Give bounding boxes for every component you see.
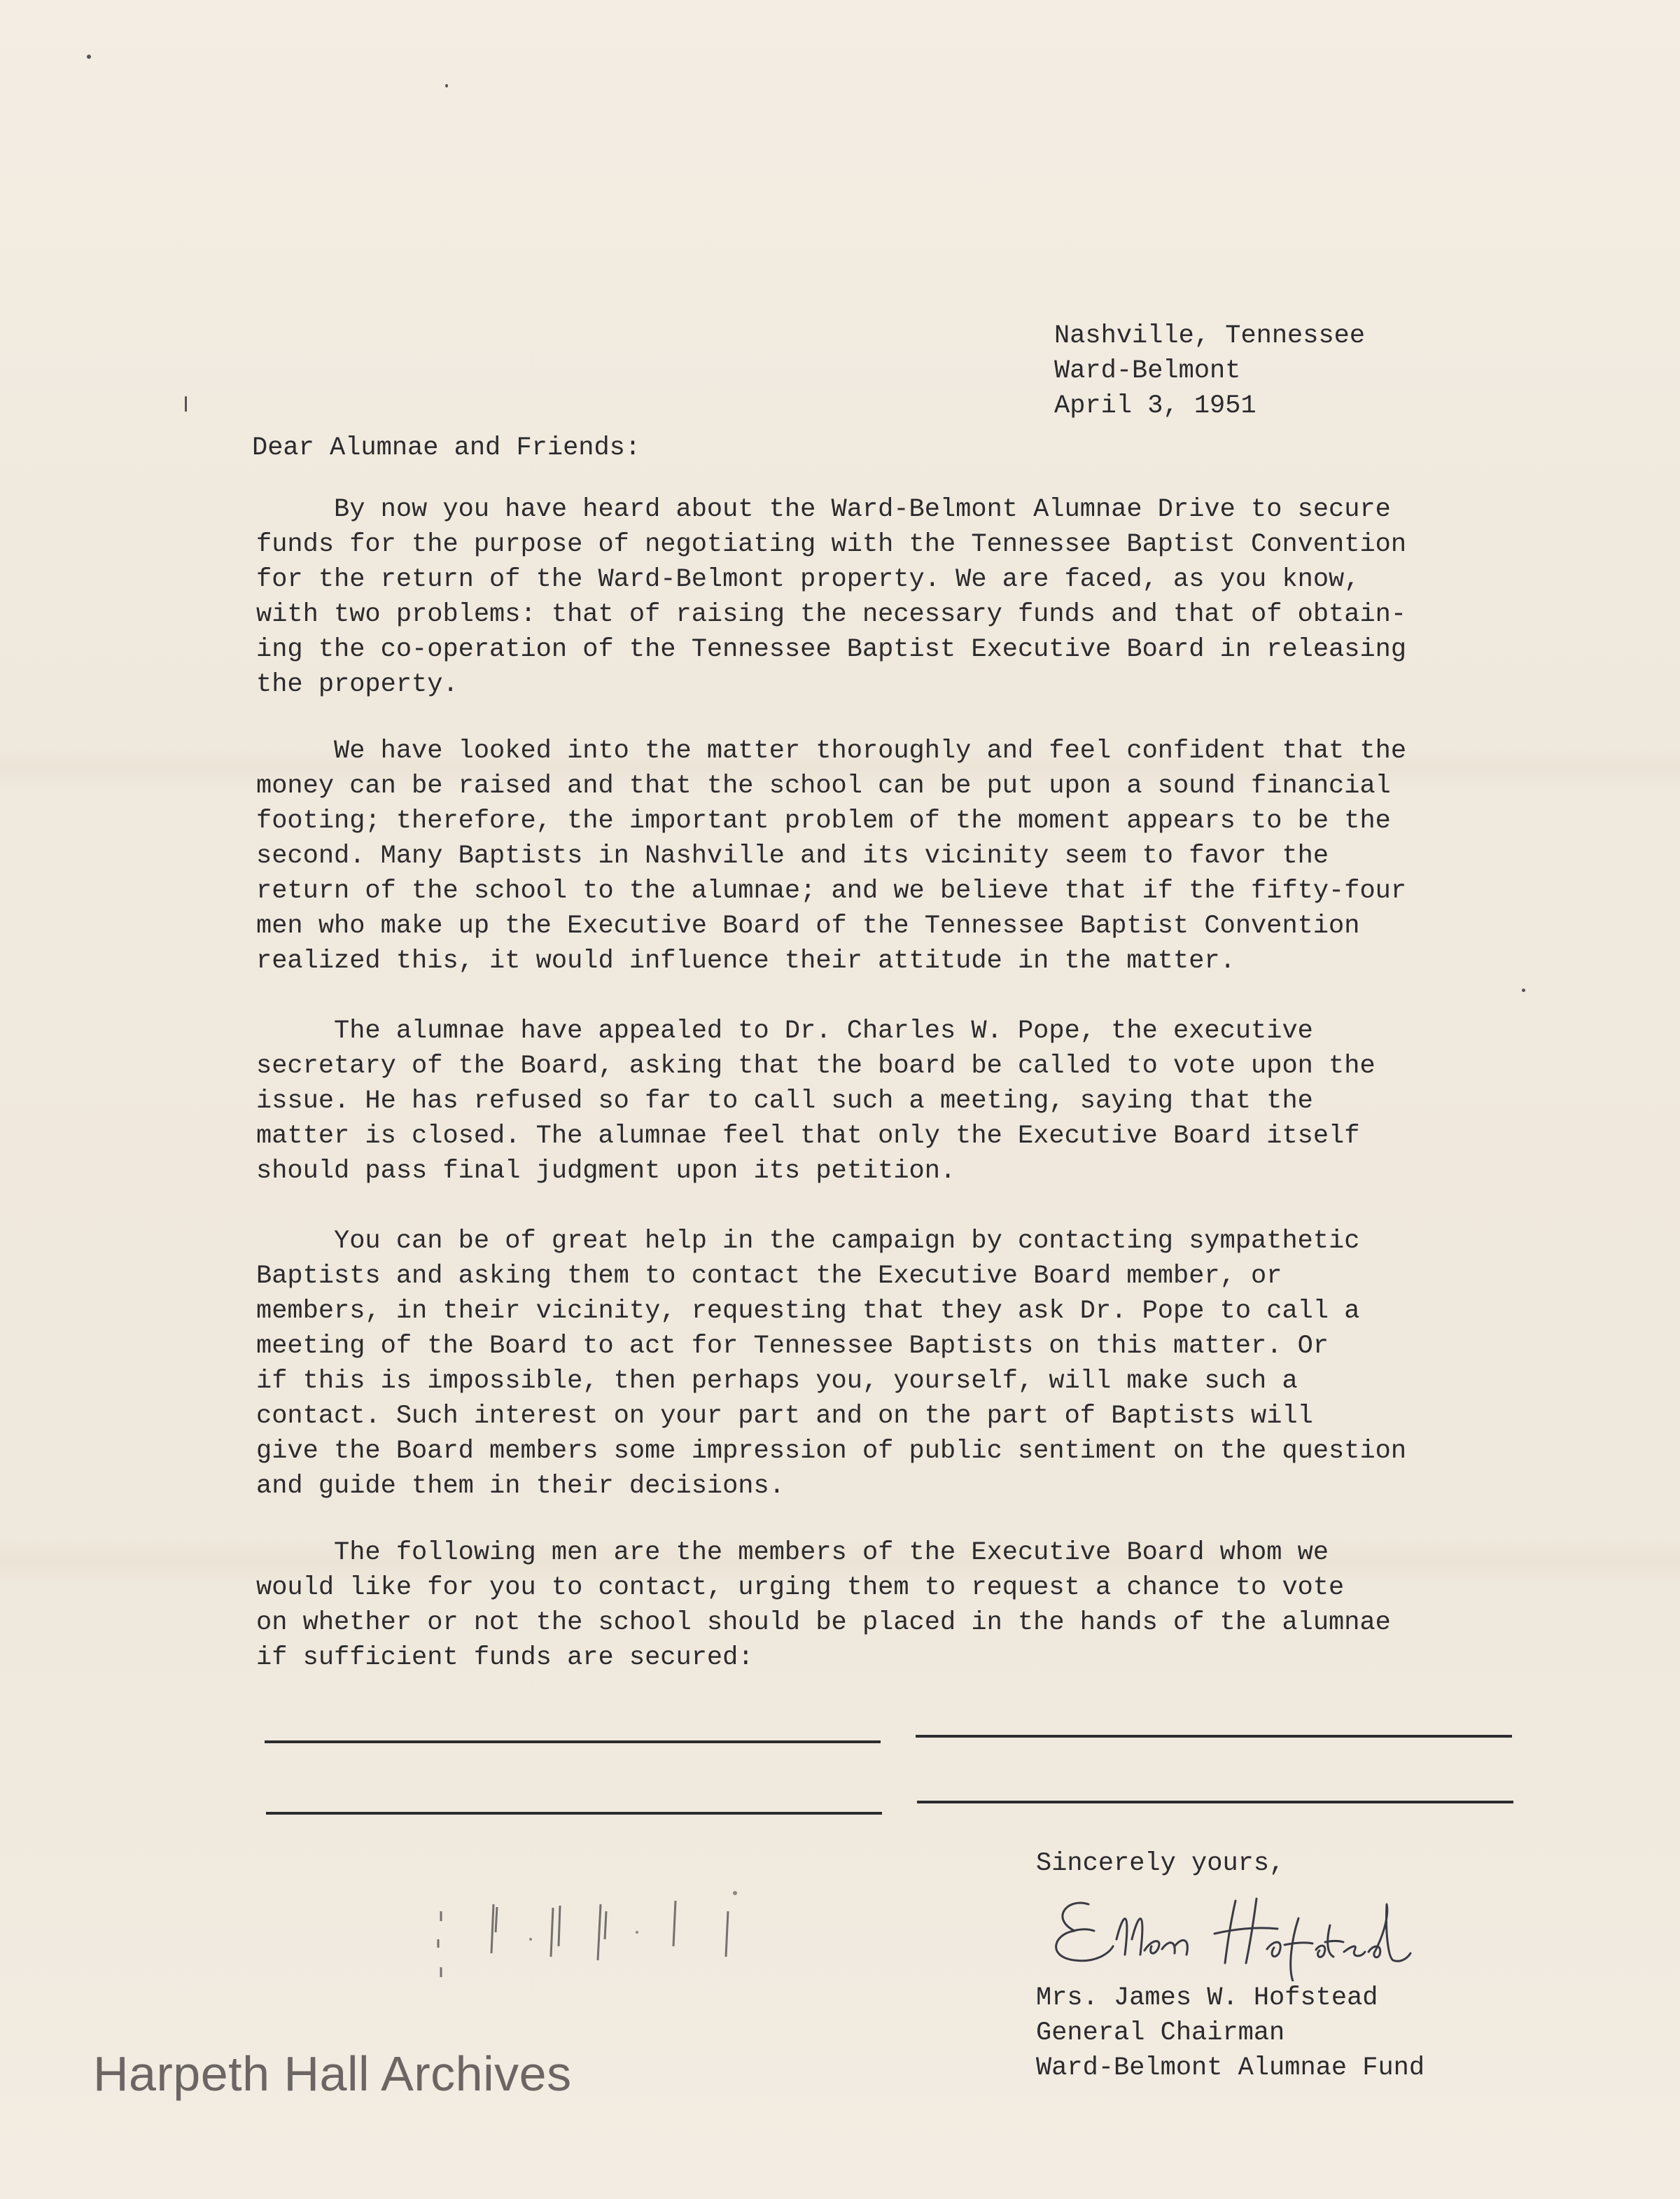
paper-speck <box>1522 989 1525 992</box>
heading-institution: Ward-Belmont <box>1054 356 1241 386</box>
paragraph-line: money can be raised and that the school can be put upon a sound financial <box>256 772 1391 801</box>
paragraph-line: should pass final judgment upon its petition. <box>256 1157 956 1186</box>
handwritten-signature <box>1046 1890 1446 1981</box>
paragraph-3 <box>256 1014 1530 1189</box>
paragraph-line: would like for you to contact, urging them to request a chance to vote <box>256 1573 1345 1603</box>
paragraph-line: return of the school to the alumnae; and we believe that if the fifty-four <box>256 877 1407 906</box>
letter-heading <box>1054 319 1365 424</box>
blank-fill-line <box>916 1735 1512 1738</box>
paragraph-line: issue. He has refused so far to call such a meeting, saying that the <box>256 1087 1313 1116</box>
paragraph-line: on whether or not the school should be placed in the hands of the alumnae <box>256 1608 1391 1638</box>
heading-city: Nashville, Tennessee <box>1054 321 1366 351</box>
signatory-name: Mrs. James W. Hofstead <box>1036 1983 1378 2013</box>
paragraph-line: if sufficient funds are secured: <box>256 1643 754 1673</box>
paragraph-line: for the return of the Ward-Belmont property. We are faced, as you know, <box>256 565 1360 594</box>
paragraph-line: realized this, it would influence their attitude in the matter. <box>256 947 1236 976</box>
paragraph-line: ing the co-operation of the Tennessee Baptist Executive Board in releasing <box>256 635 1407 664</box>
paragraph-line: and guide them in their decisions. <box>256 1472 785 1501</box>
paragraph-2 <box>256 734 1530 979</box>
paragraph-1 <box>256 492 1530 702</box>
blank-fill-line <box>917 1801 1513 1803</box>
paragraph-line: funds for the purpose of negotiating with the Tennessee Baptist Convention <box>256 530 1407 559</box>
closing: Sincerely yours, <box>1036 1849 1285 1878</box>
paragraph-line: Baptists and asking them to contact the Executive Board member, or <box>256 1262 1282 1291</box>
paragraph-line: secretary of the Board, asking that the board be called to vote upon the <box>256 1052 1376 1081</box>
paragraph-line: We have looked into the matter thoroughly and feel confident that the <box>256 737 1407 766</box>
signatory-title: General Chairman <box>1036 2018 1285 2048</box>
blank-fill-line <box>266 1812 882 1815</box>
paragraph-line: meeting of the Board to act for Tennessee Baptists on this matter. Or <box>256 1332 1329 1361</box>
paragraph-4 <box>256 1224 1530 1504</box>
paper-speck <box>185 396 187 412</box>
signatory-organization: Ward-Belmont Alumnae Fund <box>1036 2053 1425 2083</box>
paragraph-5 <box>256 1535 1530 1675</box>
paragraph-line: By now you have heard about the Ward-Belmont Alumnae Drive to secure <box>256 495 1391 524</box>
paragraph-line: matter is closed. The alumnae feel that only the Executive Board itself <box>256 1122 1360 1151</box>
paragraph-line: footing; therefore, the important problem of the moment appears to be the <box>256 807 1391 836</box>
salutation: Dear Alumnae and Friends: <box>252 433 641 463</box>
paragraph-line: The following men are the members of the Executive Board whom we <box>256 1538 1329 1568</box>
paper-speck <box>87 55 91 59</box>
archive-watermark: Harpeth Hall Archives <box>93 2046 572 2101</box>
paragraph-line: members, in their vicinity, requesting that they ask Dr. Pope to call a <box>256 1297 1360 1326</box>
paragraph-line: contact. Such interest on your part and on the part of Baptists will <box>256 1402 1313 1431</box>
blank-fill-line <box>265 1740 881 1743</box>
heading-date: April 3, 1951 <box>1054 391 1256 421</box>
paragraph-line: The alumnae have appealed to Dr. Charles W. Pope, the executive <box>256 1017 1313 1046</box>
paragraph-line: men who make up the Executive Board of the Tennessee Baptist Convention <box>256 912 1360 941</box>
paragraph-line: the property. <box>256 670 458 699</box>
paragraph-line: second. Many Baptists in Nashville and its vicinity seem to favor the <box>256 842 1329 871</box>
paper-speck <box>445 84 448 88</box>
paragraph-line: You can be of great help in the campaign by contacting sympathetic <box>256 1227 1360 1256</box>
paragraph-line: if this is impossible, then perhaps you, yourself, will make such a <box>256 1367 1298 1396</box>
signature-block <box>1036 1981 1424 2086</box>
paragraph-line: with two problems: that of raising the necessary funds and that of obtain- <box>256 600 1407 629</box>
faint-stamp-marks <box>427 1890 749 2002</box>
paragraph-line: give the Board members some impression of public sentiment on the question <box>256 1437 1407 1466</box>
